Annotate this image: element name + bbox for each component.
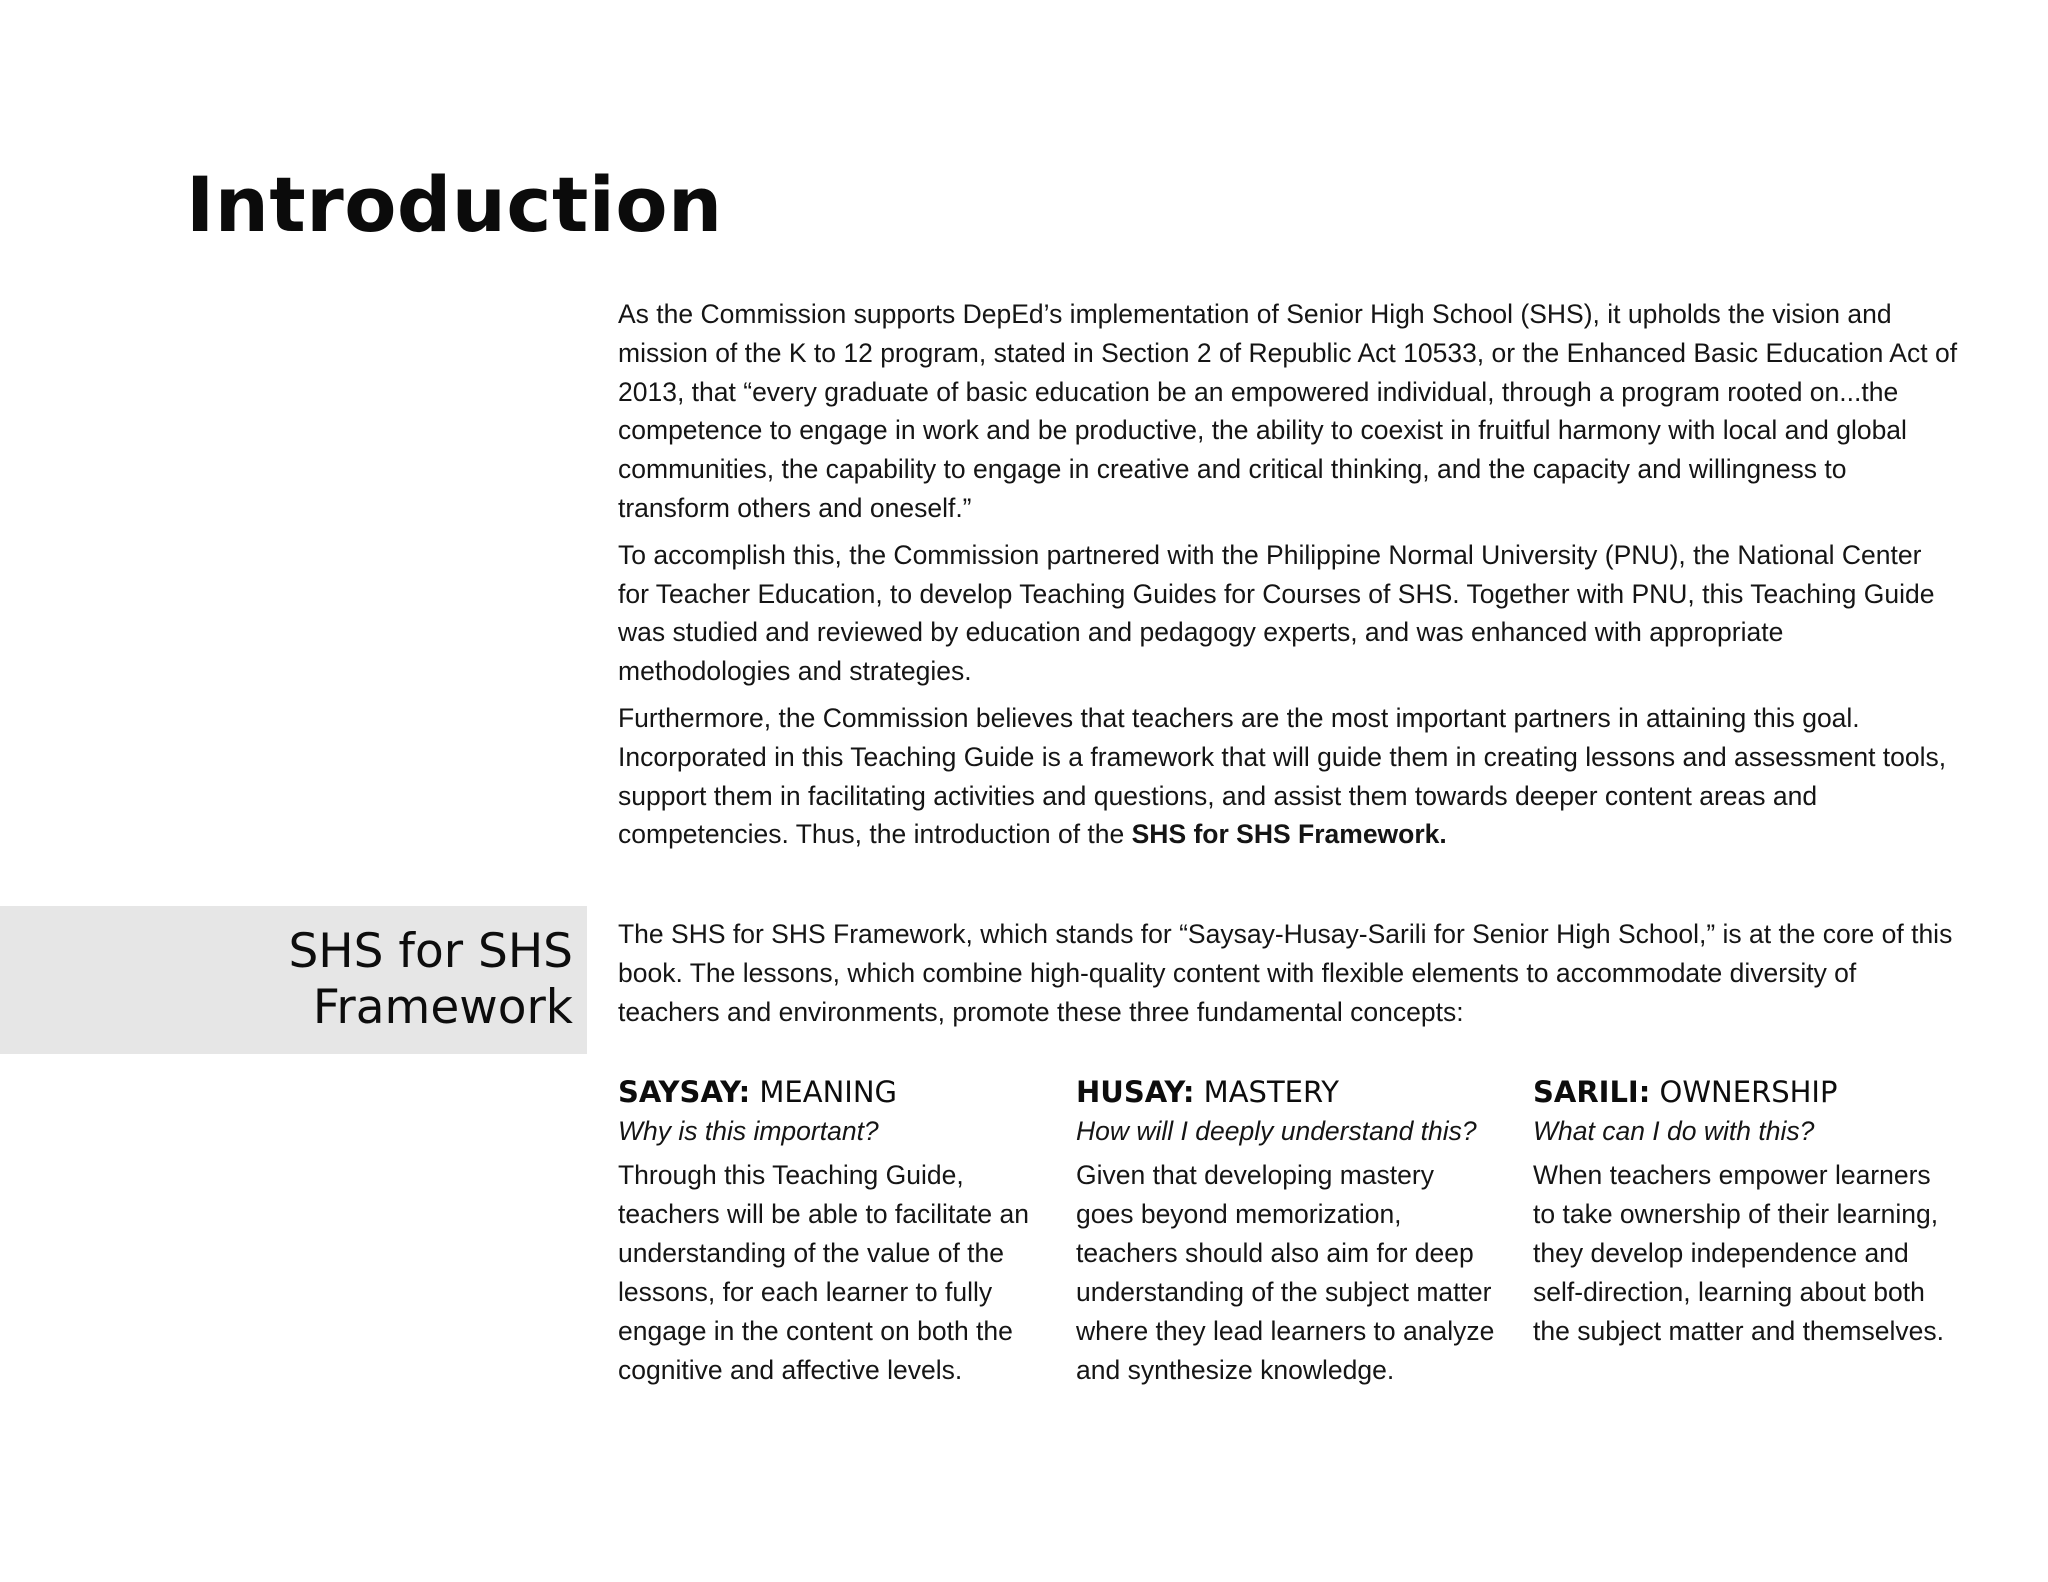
concept-title [1533, 1072, 1953, 1112]
concept-keyword: SAYSAY: [618, 1075, 751, 1109]
concept-keyword: SARILI: [1533, 1075, 1651, 1109]
concept-label: MEANING [750, 1075, 897, 1109]
concept-keyword: HUSAY: [1076, 1075, 1195, 1109]
concept-title [618, 1072, 1038, 1112]
concept-description: When teachers empower learners to take ownership of their learning, they develop independence and self-direction, learning about both the subject matter and themselves. [1533, 1160, 1944, 1346]
section-heading-line-1: SHS for SHS [288, 924, 573, 979]
concept-description: Through this Teaching Guide, teachers will be able to facilitate an understanding of the value of the lessons, for each learner to fully engage in the content on both the cognitive and affective levels. [618, 1160, 1029, 1385]
concept-question: How will I deeply understand this? [1076, 1116, 1477, 1146]
section-heading [288, 924, 573, 1036]
concept-column-husay [1076, 1072, 1496, 1390]
concept-label: MASTERY [1194, 1075, 1339, 1109]
concept-column-sarili [1533, 1072, 1953, 1351]
framework-description: The SHS for SHS Framework, which stands for “Saysay-Husay-Sarili for Senior High School,” is at the core of this book. The lessons, which combine high-quality content with flexible elements to accommodate diversity of teachers and environments, promote these three fundamental concepts: [618, 919, 1953, 1027]
concept-title [1076, 1072, 1496, 1112]
concept-question: Why is this important? [618, 1116, 879, 1146]
section-heading-band [0, 906, 587, 1054]
framework-name-emphasis: SHS for SHS Framework. [1131, 819, 1447, 850]
concept-label: OWNERSHIP [1650, 1075, 1838, 1109]
concept-question: What can I do with this? [1533, 1116, 1815, 1146]
concept-column-saysay [618, 1072, 1038, 1390]
intro-paragraph-3 [618, 699, 1958, 854]
concept-description: Given that developing mastery goes beyond memorization, teachers should also aim for deep understanding of the subject matter where they lead learners to analyze and synthesize knowledge. [1076, 1160, 1495, 1385]
section-heading-line-2: Framework [312, 980, 573, 1035]
introduction-body [618, 295, 1958, 862]
page-title: Introduction [186, 160, 723, 249]
intro-paragraph-2: To accomplish this, the Commission partnered with the Philippine Normal University (PNU), the National Center for Teacher Education, to develop Teaching Guides for Courses of SHS. Together with PNU, this Teaching Guide was studied and reviewed by education and pedagogy experts, and was enhanced with appropriate methodologies and strategies. [618, 539, 1935, 687]
intro-paragraph-3-text: Furthermore, the Commission believes that teachers are the most important partners in attaining this goal. Incorporated in this Teaching Guide is a framework that will guide them in creating lessons and assessment tools, support them in facilitating activities and questions, and assist them towards deeper content areas and competencies. Thus, the introduction of the [618, 702, 1947, 850]
intro-paragraph-1: As the Commission supports DepEd’s implementation of Senior High School (SHS), it upholds the vision and mission of the K to 12 program, stated in Section 2 of Republic Act 10533, or the Enhanced Basic Education Act of 2013, that “every graduate of basic education be an empowered individual, through a program rooted on...the competence to engage in work and be productive, the ability to coexist in fruitful harmony with local and global communities, the capability to engage in creative and critical thinking, and the capacity and willingness to transform others and oneself.” [618, 299, 1958, 523]
